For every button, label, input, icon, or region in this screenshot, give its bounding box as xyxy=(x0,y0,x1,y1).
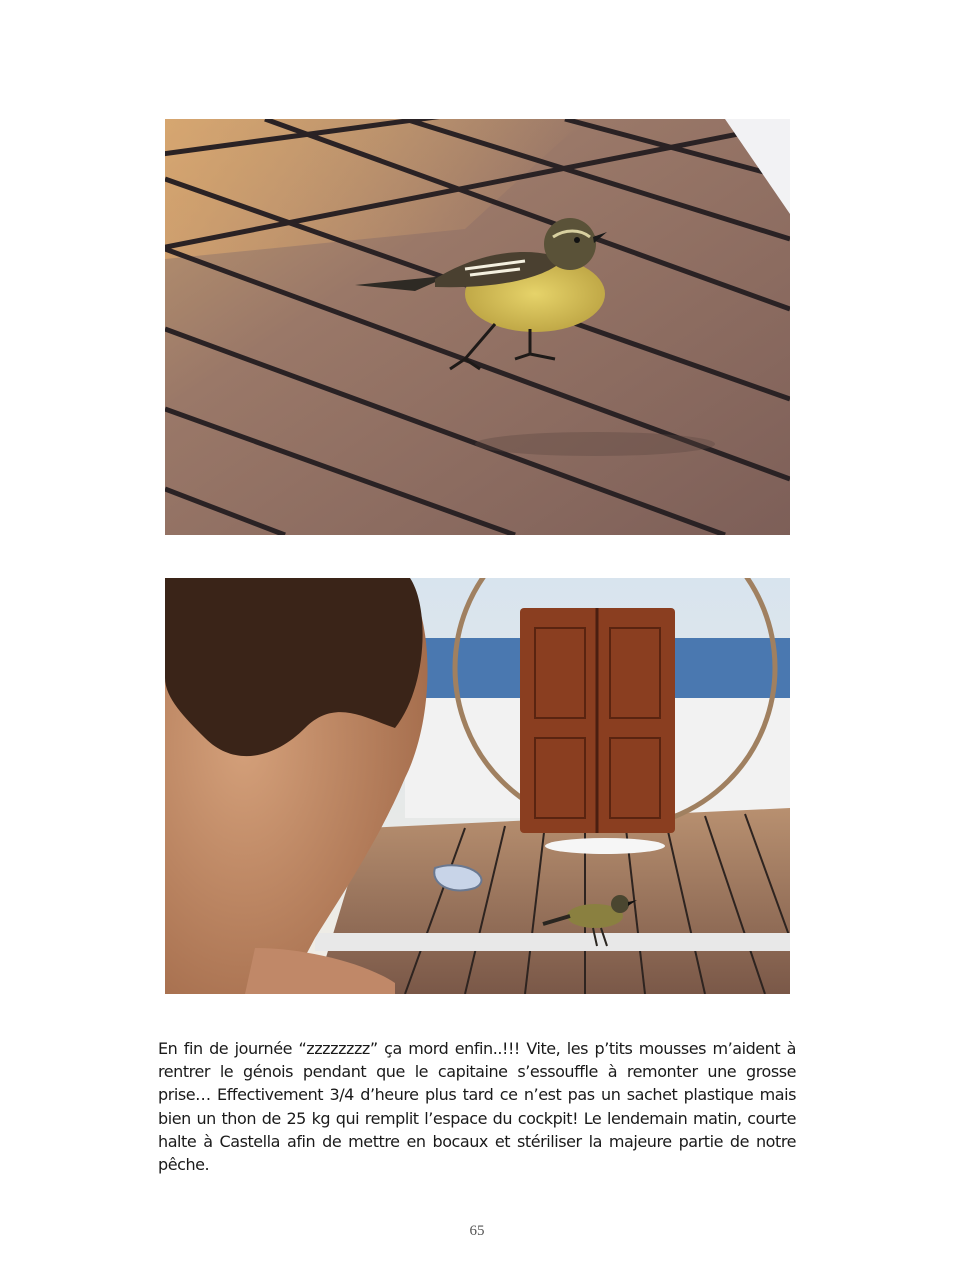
child-and-bird-image xyxy=(165,578,790,994)
photo-bird-on-deck xyxy=(165,119,790,535)
photo-child-and-bird-cockpit xyxy=(165,578,790,994)
bird-on-deck-image xyxy=(165,119,790,535)
page-number: 65 xyxy=(469,1223,485,1239)
body-paragraph: En fin de journée “zzzzzzzz” ça mord enfin..!!! Vite, les p’tits mousses m’aident à rentrer le génois pendant que le capitaine s’essouffle à remonter une grosse prise… Effectivement 3/4 d’heure plus tard ce n’est pas un sachet plastique mais bien un thon de 25 kg qui remplit l’espace du cockpit! Le lendemain matin, courte halte à Castella afin de mettre en bocaux et stériliser la majeure partie de notre pêche. xyxy=(158,1039,796,1175)
